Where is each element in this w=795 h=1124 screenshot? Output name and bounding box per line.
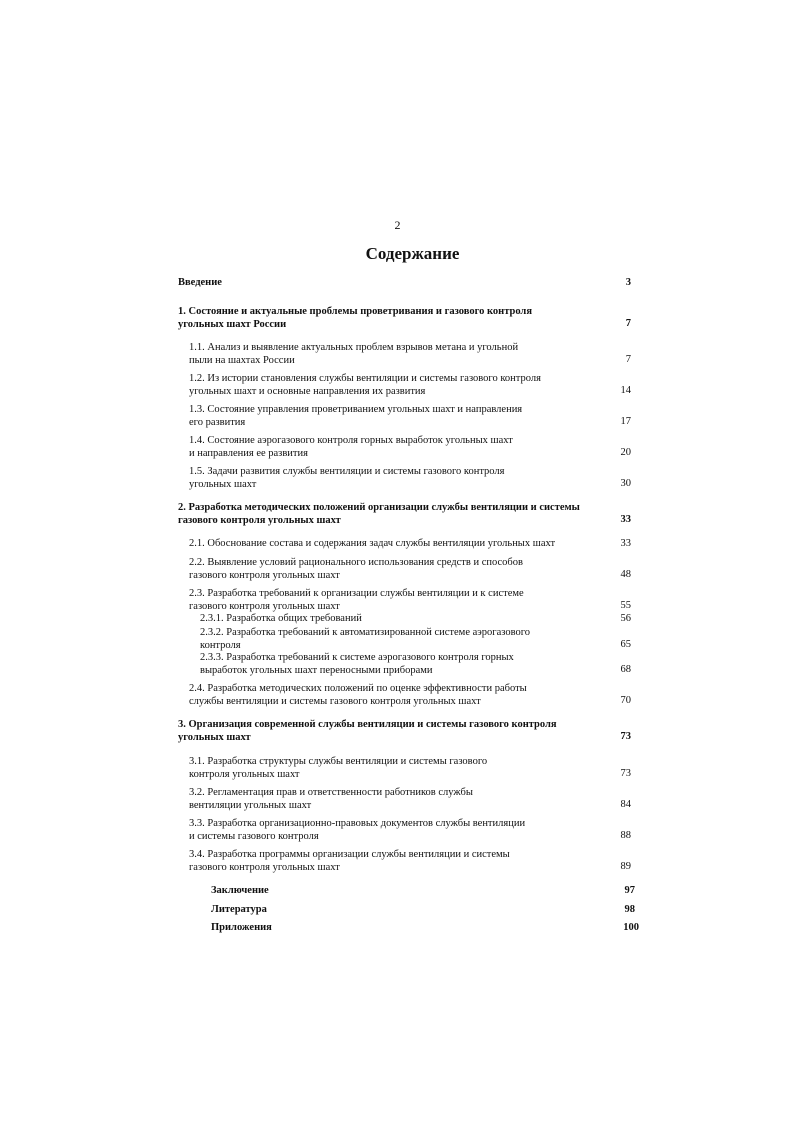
toc-page-literature: 98 <box>624 904 635 915</box>
toc-line: 3.2. Регламентация прав и ответственности работников службы <box>189 787 473 798</box>
toc-page-3-4: 89 <box>620 861 631 872</box>
toc-line: 2. Разработка методических положений организации службы вентиляции и системы <box>178 502 580 513</box>
toc-entry-2-3-1 <box>200 613 362 626</box>
toc-line: 1.4. Состояние аэрогазового контроля горных выработок угольных шахт <box>189 435 513 446</box>
toc-page-appendices: 100 <box>623 922 639 933</box>
toc-section-1 <box>178 306 532 331</box>
toc-line: 3.4. Разработка программы организации службы вентиляции и системы <box>189 849 510 860</box>
toc-line: угольных шахт России <box>178 318 287 330</box>
toc-line: его развития <box>189 416 246 428</box>
toc-line: 2.1. Обоснование состава и содержания задач службы вентиляции угольных шахт <box>189 538 556 549</box>
toc-entry-intro: Введение <box>178 277 222 288</box>
toc-page-conclusion: 97 <box>624 885 635 896</box>
toc-line: 2.3.3. Разработка требований к системе аэрогазового контроля горных <box>200 652 514 663</box>
toc-line: вентиляции угольных шахт <box>189 799 312 811</box>
toc-entry-3-3 <box>189 818 525 843</box>
toc-page-1: 7 <box>625 318 631 329</box>
toc-line: контроля <box>200 639 241 651</box>
toc-page-1-1: 7 <box>625 354 631 365</box>
toc-line: угольных шахт и основные направления их развития <box>189 385 426 397</box>
toc-line: службы вентиляции и системы газового контроля угольных шахт <box>189 695 481 707</box>
toc-page-3: 73 <box>620 731 631 742</box>
toc-line: и направления ее развития <box>189 447 308 459</box>
toc-entry-2-3 <box>189 588 524 613</box>
toc-entry-conclusion: Заключение <box>211 885 269 896</box>
toc-line: 2.3.2. Разработка требований к автоматизированной системе аэрогазового <box>200 627 531 638</box>
toc-line: 3. Организация современной службы вентиляции и системы газового контроля <box>178 719 557 730</box>
toc-line: контроля угольных шахт <box>189 768 300 780</box>
toc-line: газового контроля угольных шахт <box>178 514 341 526</box>
toc-line: выработок угольных шахт переносными приборами <box>200 664 433 676</box>
toc-entry-appendices: Приложения <box>211 922 272 933</box>
toc-line: угольных шахт <box>189 478 257 490</box>
toc-line: 2.3.1. Разработка общих требований <box>200 613 362 624</box>
toc-title: Содержание <box>365 244 460 263</box>
toc-line: 2.3. Разработка требований к организации службы вентиляции и к системе <box>189 588 524 599</box>
toc-page-intro: 3 <box>625 277 631 288</box>
toc-line: 2.2. Выявление условий рационального использования средств и способов <box>189 557 523 568</box>
toc-entry-1-2 <box>189 373 541 398</box>
toc-entry-3-1 <box>189 756 487 781</box>
toc-page-1-5: 30 <box>620 478 631 489</box>
toc-page-2-3-1: 56 <box>620 613 631 624</box>
toc-page-1-4: 20 <box>620 447 631 458</box>
toc-line: газового контроля угольных шахт <box>189 569 340 581</box>
toc-line: 1.5. Задачи развития службы вентиляции и системы газового контроля <box>189 466 505 477</box>
page-number: 2 <box>394 218 401 232</box>
toc-entry-3-2 <box>189 787 473 812</box>
toc-entry-2-3-3 <box>200 652 514 677</box>
toc-line: 1.3. Состояние управления проветриванием угольных шахт и направления <box>189 404 523 415</box>
toc-page-2-4: 70 <box>620 695 631 706</box>
toc-line: пыли на шахтах России <box>189 354 295 366</box>
toc-line: 1.1. Анализ и выявление актуальных проблем взрывов метана и угольной <box>189 342 519 353</box>
toc-entry-literature: Литература <box>211 904 267 915</box>
toc-entry-2-4 <box>189 683 527 708</box>
toc-page-2: 33 <box>620 514 631 525</box>
toc-page-2-3-3: 68 <box>620 664 631 675</box>
toc-line: угольных шахт <box>178 731 251 743</box>
toc-page-2-1: 33 <box>620 538 631 549</box>
toc-page-2-2: 48 <box>620 569 631 580</box>
toc-line: 3.1. Разработка структуры службы вентиляции и системы газового <box>189 756 488 767</box>
toc-entry-1-1 <box>189 342 518 367</box>
toc-line: 1. Состояние и актуальные проблемы проветривания и газового контроля <box>178 306 533 317</box>
toc-page-3-3: 88 <box>620 830 631 841</box>
toc-line: 2.4. Разработка методических положений по оценке эффективности работы <box>189 683 527 694</box>
toc-page-1-3: 17 <box>620 416 631 427</box>
toc-page-1-2: 14 <box>620 385 631 396</box>
toc-line: 1.2. Из истории становления службы вентиляции и системы газового контроля <box>189 373 541 384</box>
toc-line: газового контроля угольных шахт <box>189 600 340 612</box>
toc-entry-1-5 <box>189 466 505 491</box>
toc-page-2-3: 55 <box>620 600 631 611</box>
toc-page-2-3-2: 65 <box>620 639 631 650</box>
toc-entry-1-3 <box>189 404 522 429</box>
toc-line: и системы газового контроля <box>189 830 319 842</box>
toc-entry-1-4 <box>189 435 513 460</box>
toc-entry-2-3-2 <box>200 627 530 652</box>
toc-section-2 <box>178 502 580 527</box>
toc-line: газового контроля угольных шахт <box>189 861 340 873</box>
toc-page-3-1: 73 <box>620 768 631 779</box>
toc-entry-2-1 <box>189 538 555 551</box>
toc-section-3 <box>178 719 557 744</box>
toc-entry-3-4 <box>189 849 510 874</box>
toc-line: 3.3. Разработка организационно-правовых документов службы вентиляции <box>189 818 526 829</box>
toc-page-3-2: 84 <box>620 799 631 810</box>
toc-entry-2-2 <box>189 557 523 582</box>
